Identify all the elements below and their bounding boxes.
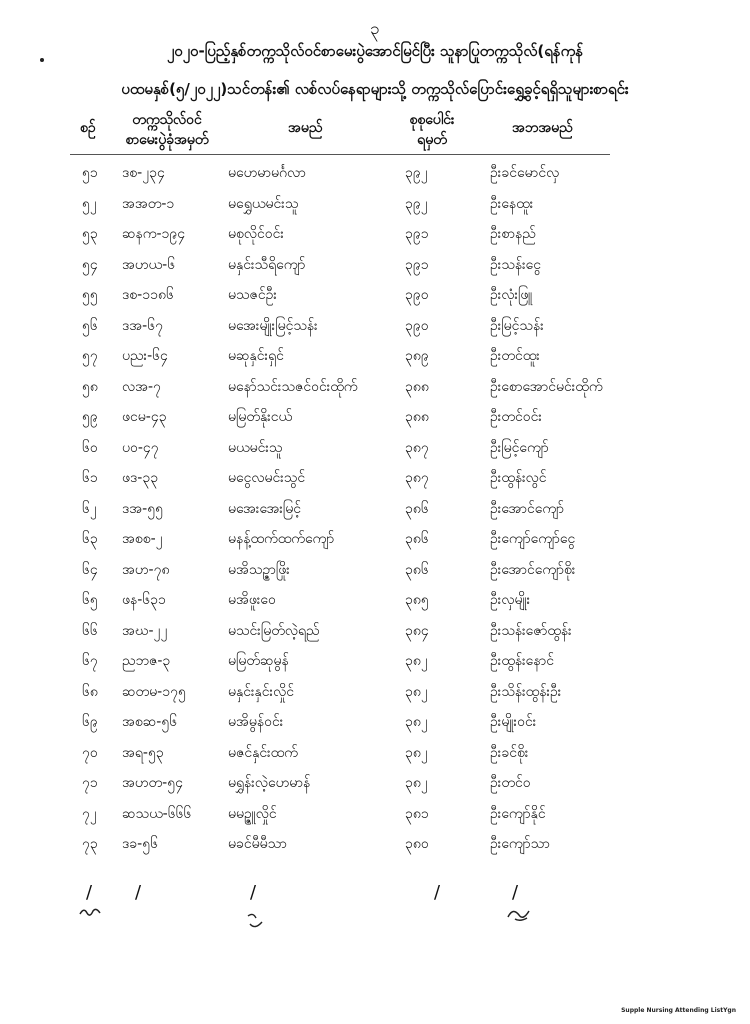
student-name: မနှင်းနှင်းလှိုင် <box>228 683 294 700</box>
total-score: ၃၈၈ <box>405 378 429 395</box>
student-name: မငွေလမင်းသွင် <box>228 470 306 486</box>
father-name: ဦးကျော်သာ <box>490 836 550 852</box>
table-row <box>0 524 750 555</box>
row-number: ၆၂ <box>82 500 97 517</box>
exam-number: ဆနက-၁၉၄ <box>122 226 186 242</box>
exam-number: ဒအ-၆၇ <box>122 317 163 334</box>
row-number: ၇၀ <box>82 744 98 761</box>
row-number: ၆၆ <box>82 622 98 639</box>
row-number: ၅၈ <box>82 378 98 395</box>
table-row <box>0 433 750 464</box>
row-number: ၅၉ <box>82 409 98 425</box>
father-name: ဦးစာနည် <box>490 226 536 242</box>
father-name: ဦးစောအောင်မင်းထိုက် <box>490 378 603 395</box>
father-name: ဦးခင်မောင်လှ <box>490 165 560 181</box>
row-number: ၅၄ <box>82 256 98 273</box>
total-score: ၃၈၂ <box>405 775 428 791</box>
table-row <box>0 280 750 311</box>
exam-number: အစစ-၂ <box>122 531 163 547</box>
exam-number: အရ-၅၃ <box>122 744 164 761</box>
row-number: ၇၃ <box>82 836 98 852</box>
student-name: မနော်သင်းသဇင်ဝင်းထိုက် <box>228 378 358 395</box>
table-row <box>0 768 750 799</box>
table-row <box>0 158 750 189</box>
row-number: ၆၉ <box>82 714 98 730</box>
row-number: ၆၄ <box>82 561 98 578</box>
header-father: အဘအမည် <box>512 120 573 136</box>
table-row <box>0 707 750 738</box>
student-name: မနန့်ထက်ထက်ကျော် <box>228 531 335 547</box>
father-name: ဦးတင်ဝ <box>490 775 531 791</box>
total-score: ၃၈၇ <box>405 470 429 486</box>
father-name: ဦးတင်ထူး <box>490 348 540 364</box>
header-roll-line1: စုစုပေါင်း <box>409 112 455 128</box>
student-name: မအေးမျိုးမြင့်သန်း <box>228 317 318 334</box>
total-score: ၃၈၀ <box>405 836 429 852</box>
total-score: ၃၈၂ <box>405 744 428 761</box>
exam-number: အဃ-၂၂ <box>122 622 168 639</box>
father-name: ဦးသန်းငွေ <box>490 256 542 273</box>
title-line-1: ၂၀၂၀-ပြည့်နှစ်တက္ကသိုလ်ဝင်စာမေးပွဲအောင်မြင်ပြီး သူနာပြုတက္ကသိုလ်(ရန်ကုန် <box>166 42 584 60</box>
initials-signature <box>244 910 266 932</box>
header-exam-no <box>112 110 222 150</box>
table-row <box>0 219 750 250</box>
total-score: ၃၉၀ <box>405 287 429 303</box>
exam-number: လအ-၇ <box>122 378 161 395</box>
exam-number: ဒအ-၅၅ <box>122 500 163 517</box>
exam-number: ဒစ-၁၁၈၆ <box>122 287 174 303</box>
table-row <box>0 402 750 433</box>
total-score: ၃၈၂ <box>405 714 428 730</box>
table-row <box>0 677 750 708</box>
header-no: စဉ် <box>80 120 96 136</box>
exam-number: အစဆ-၅၆ <box>122 714 178 730</box>
exam-number: ဖငမ-၄၃ <box>122 409 167 425</box>
row-number: ၆၁ <box>82 470 98 486</box>
table-row <box>0 463 750 494</box>
table-row <box>0 341 750 372</box>
header-roll <box>392 110 472 150</box>
table-row <box>0 799 750 830</box>
total-score: ၃၈၁ <box>405 805 429 822</box>
total-score: ၃၈၇ <box>405 439 429 456</box>
exam-number: ညဘဇ-၃ <box>122 653 171 669</box>
student-name: မအိဖူးဝေ <box>228 592 276 608</box>
father-name: ဦးခင်စိုး <box>490 744 529 761</box>
table-row <box>0 738 750 769</box>
initials-signature <box>505 903 533 923</box>
title-line-2: ပထမနှစ်(၅/၂၀၂၂)သင်တန်း၏ လစ်လပ်နေရာများသို့ တက္ကသိုလ်ပြောင်းရွှေ့ခွင့်ရရှိသူများစာရင်း <box>121 80 629 98</box>
exam-number: ဒစ-၂၃၄ <box>122 165 165 181</box>
table-row <box>0 189 750 220</box>
exam-number: အဟတ-၅၄ <box>122 775 183 791</box>
row-number: ၆၃ <box>82 531 98 547</box>
exam-number: အဟယ-၆ <box>122 256 176 273</box>
exam-number: အအတ-၁ <box>122 195 175 212</box>
exam-number: ဆတမ-၁၇၅ <box>122 683 186 700</box>
exam-number: အဟ-၇၈ <box>122 561 170 578</box>
exam-number: ပဝ-၄၇ <box>122 439 159 456</box>
initials-signature <box>78 905 104 919</box>
row-number: ၅၁ <box>82 165 98 181</box>
row-number: ၅၅ <box>82 287 98 303</box>
father-name: ဦးထွန်းနောင် <box>490 653 555 669</box>
student-name: မရွှန်းလဲ့ဟေမာန် <box>228 775 311 791</box>
total-score: ၃၉၁ <box>405 256 429 273</box>
father-name: ဦးတင်ဝင်း <box>490 409 542 425</box>
row-number: ၆၈ <box>82 683 98 700</box>
row-number: ၇၂ <box>82 805 97 822</box>
student-name: မဆုနှင်းရှင် <box>228 348 284 364</box>
father-name: ဦးထွန်းလွင် <box>490 470 547 486</box>
table-row <box>0 585 750 616</box>
father-name: ဦးသန်းဇော်ထွန်း <box>490 622 572 639</box>
father-name: ဦးမြင့်သန်း <box>490 317 544 334</box>
table-row <box>0 555 750 586</box>
student-name: မသဇင်ဦး <box>228 287 277 303</box>
student-name: မမြတ်ဆုမွန် <box>228 653 289 669</box>
row-number: ၆၇ <box>82 653 98 669</box>
header-exam-no-line1: တက္ကသိုလ်ဝင် <box>132 112 202 128</box>
total-score: ၃၉၀ <box>405 317 429 334</box>
student-name: မသင်းမြတ်လဲ့ရည် <box>228 622 320 639</box>
table-row <box>0 372 750 403</box>
exam-number: ဖဒ-၃၃ <box>122 470 159 486</box>
father-name: ဦးကျော်ကျော်ငွေ <box>490 531 576 547</box>
table-row <box>0 646 750 677</box>
exam-number: ပညး-၆၄ <box>122 348 168 364</box>
row-number: ၆၀ <box>82 439 98 456</box>
table-row <box>0 311 750 342</box>
total-score: ၃၈၂ <box>405 653 428 669</box>
footer-caption: Supple Nursing Attending ListYgn <box>621 1007 736 1014</box>
student-name: မဟေမာမင်္ဂလာ <box>228 165 306 181</box>
row-number: ၅၂ <box>82 195 97 212</box>
student-name: မနှင်းသီရိကျော် <box>228 256 306 273</box>
total-score: ၃၉၂ <box>405 165 428 181</box>
exam-number: ဖန-၆၃၁ <box>122 592 166 608</box>
row-number: ၅၆ <box>82 317 98 334</box>
page-number: ၃ <box>370 19 380 39</box>
slash-mark: / <box>250 882 257 903</box>
father-name: ဦးမျိုးဝင်း <box>490 714 537 730</box>
student-name: မဇင်နှင်းထက် <box>228 744 298 761</box>
father-name: ဦးလှမျိုး <box>490 592 531 608</box>
header-divider <box>70 154 610 155</box>
total-score: ၃၈၄ <box>405 622 429 639</box>
father-name: ဦးလုံးဖြူ <box>490 287 533 303</box>
row-number: ၅၇ <box>82 348 98 364</box>
exam-number: ဆသယ-၆၆၆ <box>122 805 192 822</box>
slash-mark: / <box>434 882 441 903</box>
student-name: မရွှေယမင်းသူ <box>228 195 299 212</box>
header-name: အမည် <box>288 120 323 136</box>
student-name: မအိမွန်ဝင်း <box>228 714 284 730</box>
table-row <box>0 494 750 525</box>
total-score: ၃၈၉ <box>405 348 429 364</box>
slash-mark: / <box>86 882 93 903</box>
father-name: ဦးမြင့်ကျော် <box>490 439 549 456</box>
father-name: ဦးအောင်ကျော် <box>490 500 565 517</box>
total-score: ၃၈၆ <box>405 531 429 547</box>
student-name: မမဉ္ဇူလှိုင် <box>228 805 277 822</box>
student-name: မမြတ်နိုးငယ် <box>228 409 293 425</box>
student-name: မအေးအေးမြင့် <box>228 500 302 517</box>
slash-mark: / <box>512 882 519 903</box>
total-score: ၃၈၈ <box>405 409 429 425</box>
header-exam-no-line2: စာမေးပွဲခုံအမှတ် <box>125 132 209 148</box>
row-number: ၇၁ <box>82 775 98 791</box>
table-row <box>0 829 750 860</box>
student-name: မစုလိုင်ဝင်း <box>228 226 284 242</box>
exam-number: ဒခ-၅၆ <box>122 836 158 852</box>
total-score: ၃၈၆ <box>405 561 429 578</box>
father-name: ဦးသိန်းထွန်းဦး <box>490 683 562 700</box>
student-name: မခင်မီမီသာ <box>228 836 287 852</box>
table-row <box>0 616 750 647</box>
table-row <box>0 250 750 281</box>
total-score: ၃၉၂ <box>405 195 428 212</box>
student-name: မယမင်းသူ <box>228 439 283 456</box>
total-score: ၃၈၂ <box>405 683 428 700</box>
total-score: ၃၈၆ <box>405 500 429 517</box>
total-score: ၃၉၁ <box>405 226 429 242</box>
row-number: ၅၃ <box>82 226 98 242</box>
student-table <box>0 158 750 860</box>
father-name: ဦးနေထူး <box>490 195 534 212</box>
student-name: မအိသဉ္ဇာဖြိုး <box>228 561 290 578</box>
father-name: ဦးကျော်နိုင် <box>490 805 546 822</box>
father-name: ဦးအောင်ကျော်စိုး <box>490 561 576 578</box>
slash-mark: / <box>135 882 142 903</box>
row-number: ၆၅ <box>82 592 98 608</box>
header-roll-line2: ရမှတ် <box>417 132 447 148</box>
total-score: ၃၈၅ <box>405 592 429 608</box>
